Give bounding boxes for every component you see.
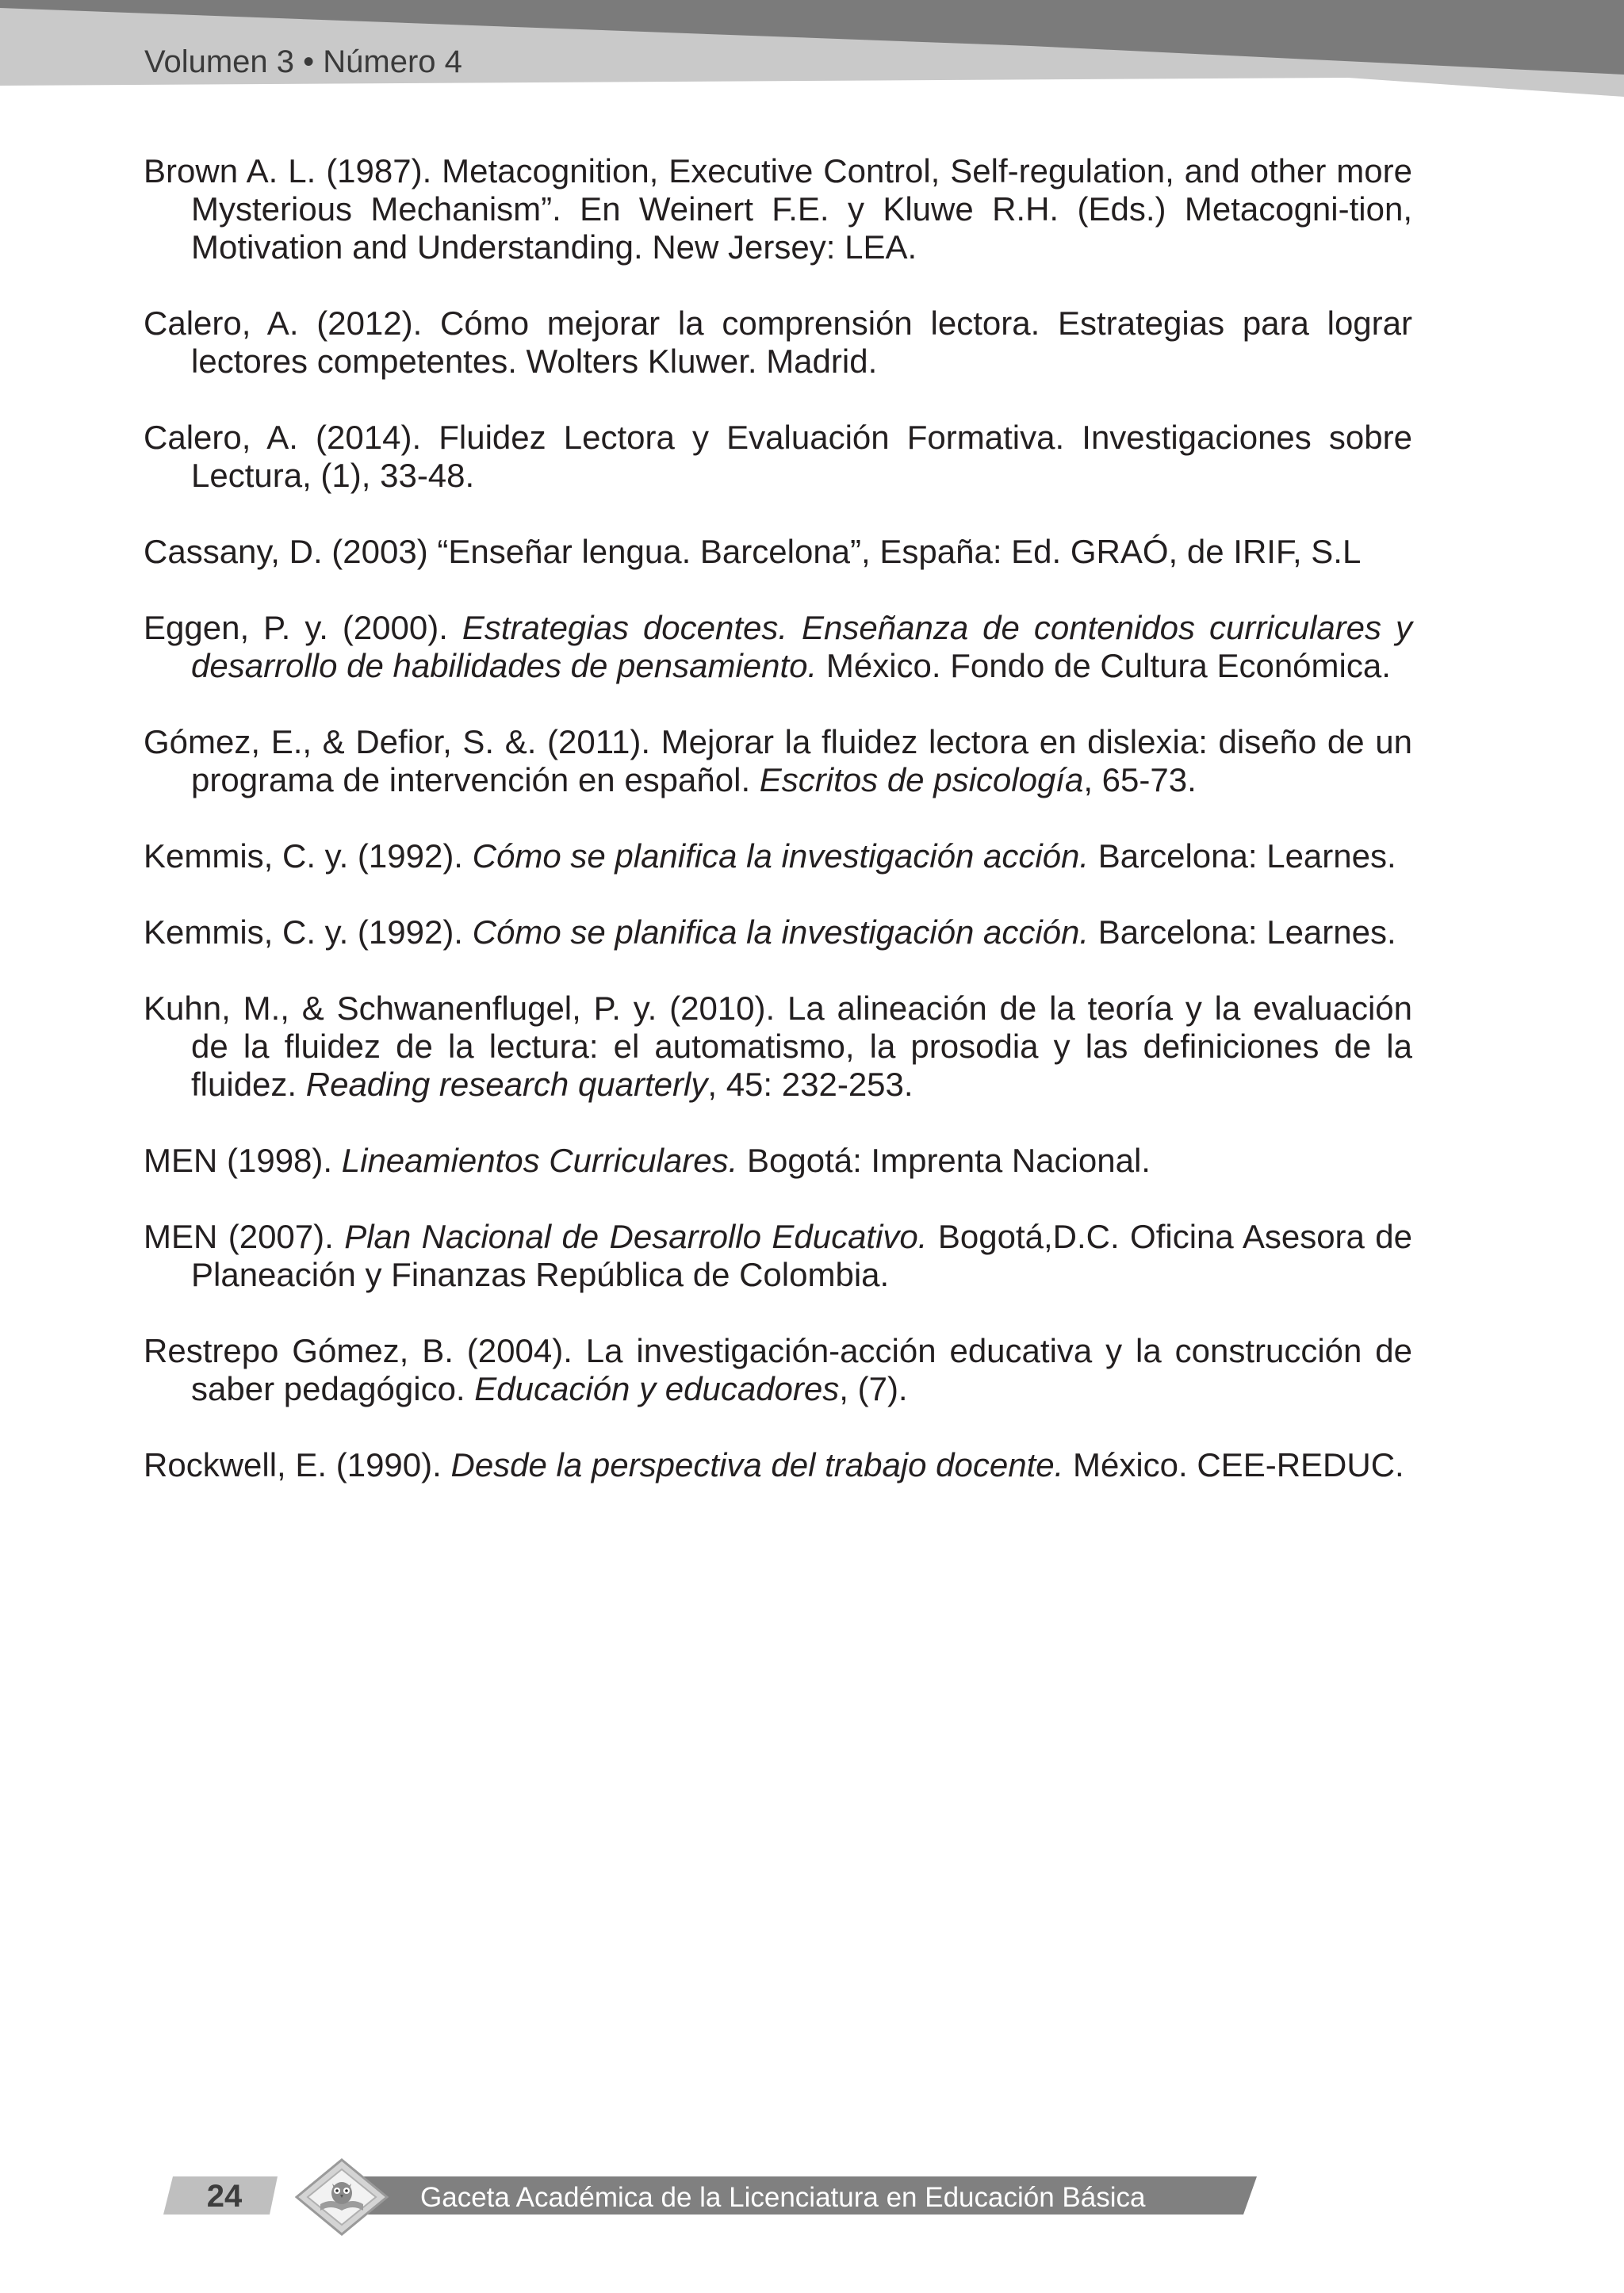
reference-entry (144, 533, 1412, 571)
reference-title-italic: Cómo se planifica la investigación acción. (472, 837, 1090, 875)
reference-text: Brown A. L. (1987). Metacognition, Executive Control, Self-regulation, and other more Mysterious Mechanism”. En Weinert F.E. y Kluwe R.H. (Eds.) Metacogni-tion, Motivation and Understanding. New Jersey: LEA. (144, 152, 1412, 266)
page-number: 24 (206, 2179, 243, 2214)
reference-entry (144, 1332, 1412, 1408)
reference-text: Eggen, P. y. (2000). (144, 609, 462, 646)
reference-entry (144, 304, 1412, 381)
reference-text: México. Fondo de Cultura Económica. (817, 647, 1391, 684)
reference-entry (144, 1218, 1412, 1294)
reference-text: Gómez, E., & Defior, S. &. (2011). Mejorar la fluidez lectora en dislexia: diseño de un programa de intervención en español. (144, 723, 1412, 798)
reference-text: Kemmis, C. y. (1992). (144, 913, 473, 951)
running-title: Volumen 3 • Número 4 (144, 44, 462, 79)
reference-entry (144, 152, 1412, 266)
reference-text: Bogotá: Imprenta Nacional. (737, 1142, 1151, 1179)
reference-text: Bogotá,D.C. Oficina Asesora de Planeación y Finanzas República de Colombia. (191, 1218, 1412, 1293)
reference-title-italic: Escritos de psicología (759, 761, 1084, 798)
reference-text: , (7). (839, 1370, 908, 1407)
reference-text: MEN (2007). (144, 1218, 345, 1255)
reference-text: Cassany, D. (2003) “Enseñar lengua. Barcelona”, España: Ed. GRAÓ, de IRIF, S.L (144, 533, 1362, 570)
reference-title-italic: Lineamientos Curriculares. (341, 1142, 738, 1179)
reference-entry (144, 990, 1412, 1104)
reference-text: , 45: 232-253. (707, 1066, 914, 1103)
reference-list (144, 152, 1412, 1522)
reference-text: México. CEE-REDUC. (1063, 1446, 1404, 1483)
reference-title-italic: Reading research quarterly (305, 1066, 708, 1103)
reference-text: , 65-73. (1083, 761, 1197, 798)
reference-entry (144, 419, 1412, 495)
reference-entry (144, 723, 1412, 799)
reference-title-italic: Educación y educadores (474, 1370, 840, 1407)
reference-text: MEN (1998). (144, 1142, 342, 1179)
reference-text: Barcelona: Learnes. (1089, 913, 1396, 951)
journal-title: Gaceta Académica de la Licenciatura en Educación Básica (420, 2182, 1146, 2213)
reference-text: Restrepo Gómez, B. (2004). La investigación-acción educativa y la construcción de saber pedagógico. (144, 1332, 1412, 1407)
reference-entry (144, 913, 1412, 951)
reference-entry (144, 609, 1412, 685)
reference-title-italic: Estrategias docentes. Enseñanza de contenidos curriculares y desarrollo de habilidades de pensamiento. (191, 609, 1412, 684)
reference-entry (144, 1446, 1412, 1484)
reference-text: Kuhn, M., & Schwanenflugel, P. y. (2010). La alineación de la teoría y la evaluación de la fluidez de la lectura: el automatismo, la prosodia y las definiciones de la fluidez. (144, 990, 1412, 1103)
reference-title-italic: Desde la perspectiva del trabajo docente. (450, 1446, 1064, 1483)
reference-entry (144, 1142, 1412, 1180)
reference-title-italic: Cómo se planifica la investigación acción. (472, 913, 1090, 951)
owl-book-logo-icon (295, 2158, 389, 2236)
reference-text: Barcelona: Learnes. (1089, 837, 1396, 875)
reference-text: Calero, A. (2014). Fluidez Lectora y Evaluación Formativa. Investigaciones sobre Lectura, (1), 33-48. (144, 419, 1412, 494)
reference-entry (144, 837, 1412, 875)
reference-text: Rockwell, E. (1990). (144, 1446, 451, 1483)
reference-text: Calero, A. (2012). Cómo mejorar la comprensión lectora. Estrategias para lograr lectores competentes. Wolters Kluwer. Madrid. (144, 304, 1412, 380)
reference-title-italic: Plan Nacional de Desarrollo Educativo. (344, 1218, 928, 1255)
reference-text: Kemmis, C. y. (1992). (144, 837, 473, 875)
